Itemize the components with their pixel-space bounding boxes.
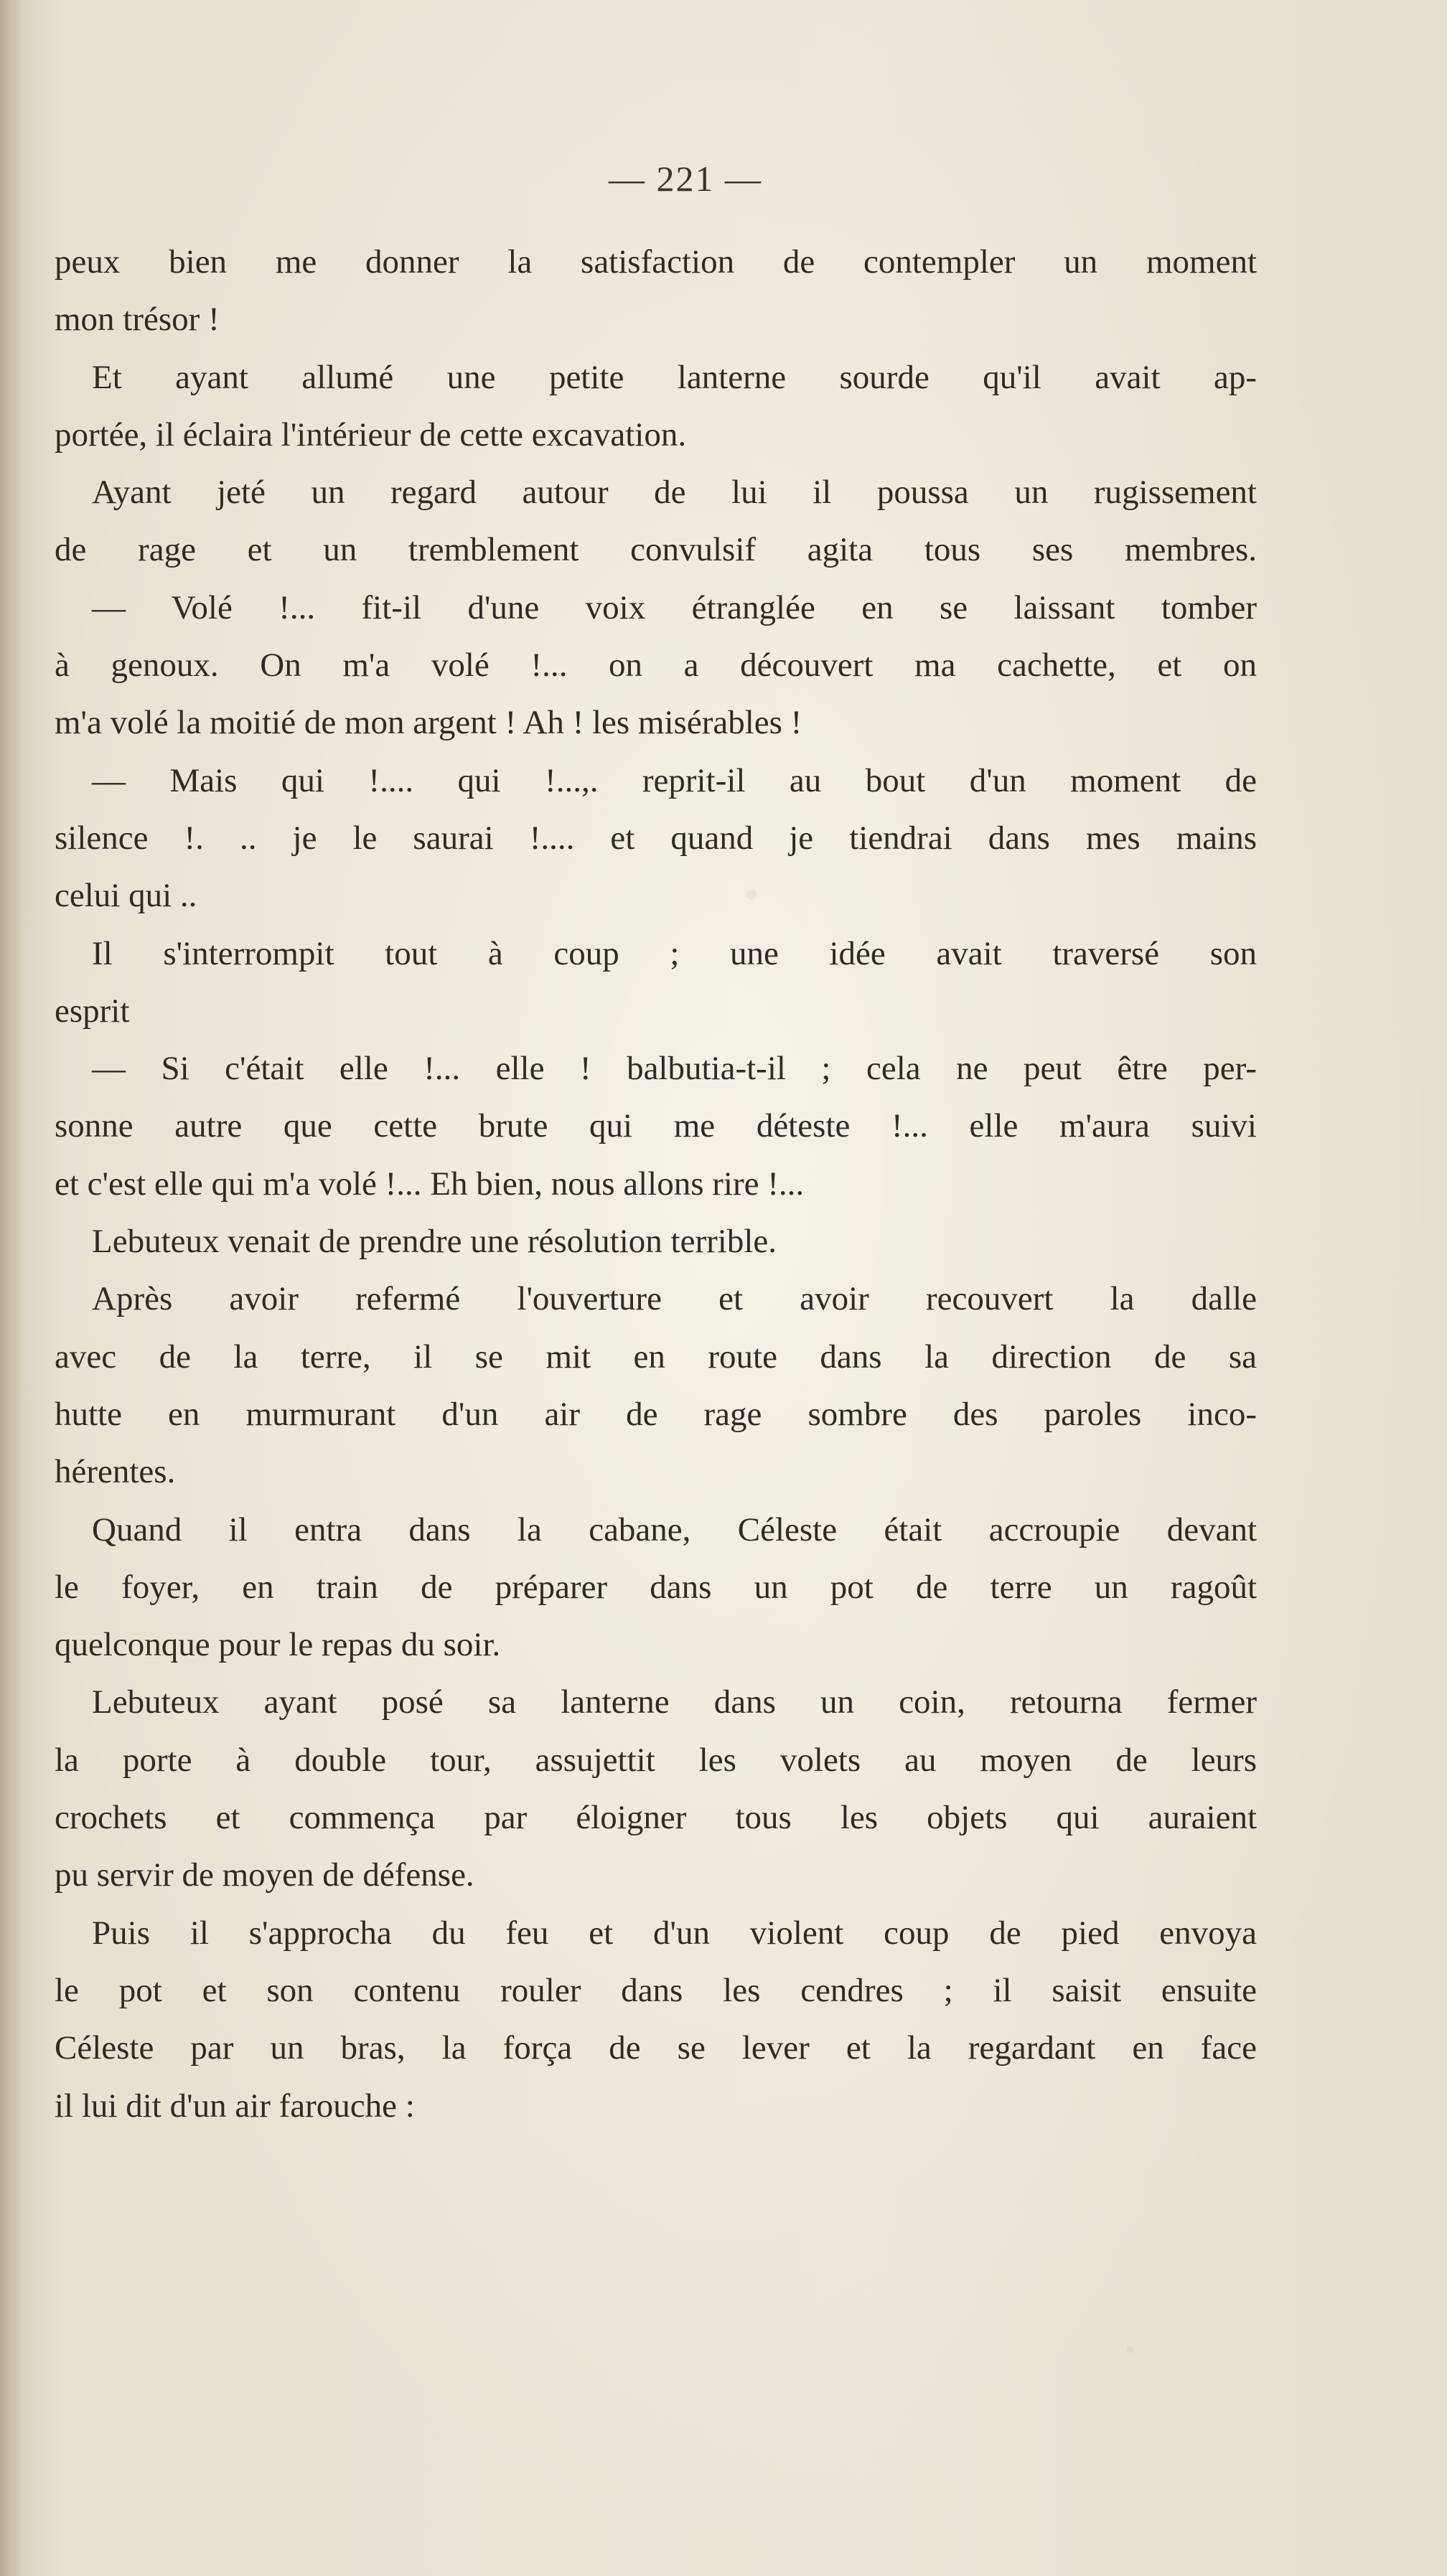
text-line: Lebuteux venait de prendre une résolution terrible. (92, 1223, 777, 1261)
text-line: silence !. .. je le saurai !.... et quand je tiendrai dans mes mains (55, 819, 1257, 857)
paper-stain (1127, 2346, 1133, 2353)
text-line: pu servir de moyen de défense. (55, 1856, 474, 1894)
text-line: Céleste par un bras, la força de se lever et la regardant en face (55, 2029, 1257, 2067)
text-line: portée, il éclaira l'intérieur de cette excavation. (55, 415, 687, 453)
text-line: quelconque pour le repas du soir. (55, 1626, 501, 1664)
text-line: celui qui .. (55, 877, 197, 915)
text-line: — Volé !... fit-il d'une voix étranglée en se laissant tomber (92, 588, 1257, 626)
text-line: Il s'interrompit tout à coup ; une idée avait traversé son (92, 934, 1257, 972)
text-line: le pot et son contenu rouler dans les cendres ; il saisit ensuite (55, 1971, 1257, 2009)
text-line: Et ayant allumé une petite lanterne sourde qu'il avait ap- (92, 358, 1257, 396)
text-line: le foyer, en train de préparer dans un pot de terre un ragoût (55, 1568, 1257, 1606)
text-line: à genoux. On m'a volé !... on a découvert ma cachette, et on (55, 647, 1257, 685)
text-line: avec de la terre, il se mit en route dans la direction de sa (55, 1338, 1257, 1376)
text-line: Puis il s'approcha du feu et d'un violent coup de pied envoya (92, 1914, 1257, 1952)
text-line: — Si c'était elle !... elle ! balbutia-t-il ; cela ne peut être per- (92, 1050, 1257, 1088)
text-line: — Mais qui !.... qui !...,. reprit-il au bout d'un moment de (92, 761, 1257, 799)
page-number: — 221 — (609, 159, 762, 199)
page-binding-edge (0, 0, 24, 2576)
text-line: il lui dit d'un air farouche : (55, 2087, 415, 2125)
text-line: hérentes. (55, 1453, 176, 1491)
text-line: Quand il entra dans la cabane, Céleste était accroupie devant (92, 1510, 1257, 1548)
text-line: et c'est elle qui m'a volé !... Eh bien, nous allons rire !... (55, 1165, 805, 1203)
text-line: sonne autre que cette brute qui me déteste !... elle m'aura suivi (55, 1107, 1257, 1145)
text-line: esprit (55, 992, 130, 1030)
text-line: la porte à double tour, assujettit les volets au moyen de leurs (55, 1741, 1257, 1779)
text-line: peux bien me donner la satisfaction de contempler un moment (55, 243, 1257, 281)
text-line: crochets et commença par éloigner tous les objets qui auraient (55, 1799, 1257, 1837)
text-line: de rage et un tremblement convulsif agita tous ses membres. (55, 531, 1257, 569)
text-line: Lebuteux ayant posé sa lanterne dans un coin, retourna fermer (92, 1683, 1257, 1721)
text-line: mon trésor ! (55, 301, 220, 339)
text-line: hutte en murmurant d'un air de rage sombre des paroles inco- (55, 1395, 1257, 1433)
text-line: Après avoir refermé l'ouverture et avoir recouvert la dalle (92, 1280, 1257, 1318)
text-line: m'a volé la moitié de mon argent ! Ah ! les misérables ! (55, 704, 802, 742)
body-text (55, 233, 1257, 2135)
text-line: Ayant jeté un regard autour de lui il poussa un rugissement (92, 474, 1257, 512)
